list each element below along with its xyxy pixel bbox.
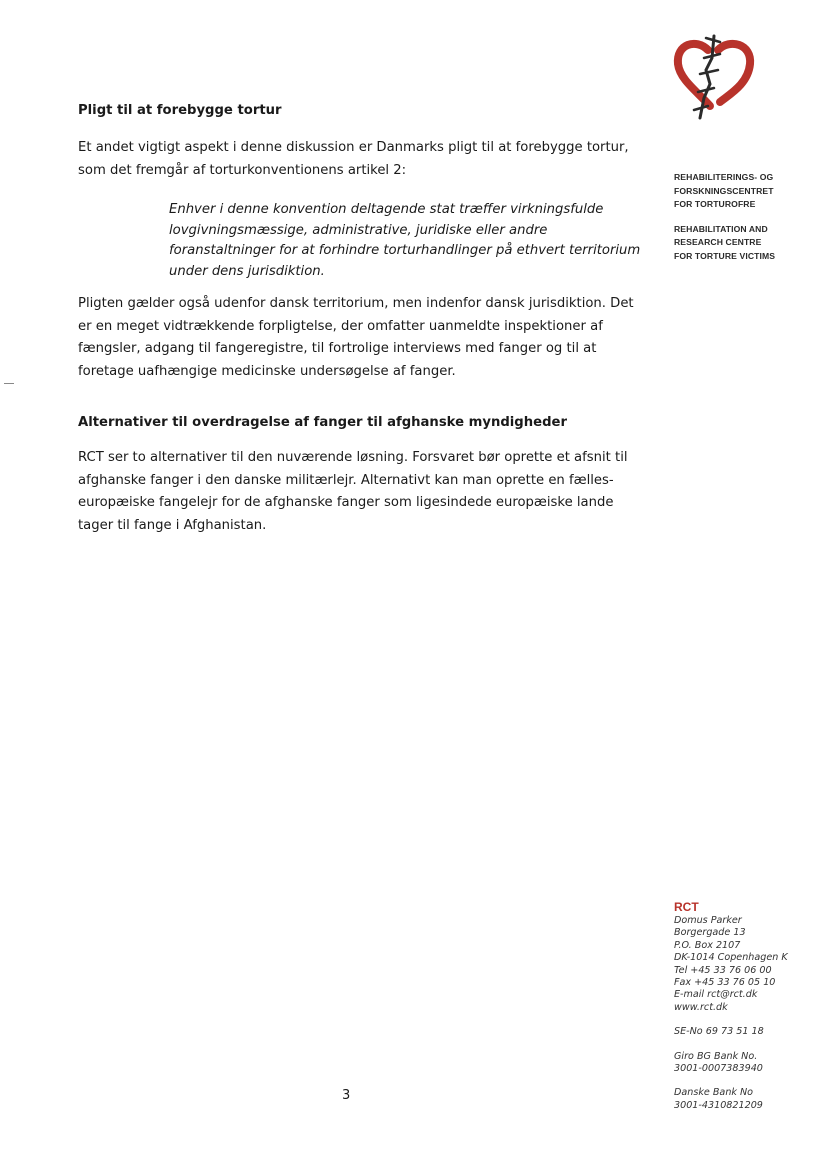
address-line: Borgergade 13 xyxy=(674,927,746,939)
convention-quote: Enhver i denne konvention deltagende stat træffer virkningsfulde lovgivningsmæssige, administrative, juridiske eller andre foranstaltninger for at forhindre torturhandlinger på ethvert territorium under dens jurisdiktion. xyxy=(169,202,641,279)
intro-paragraph: Et andet vigtigt aspekt i denne diskussion er Danmarks pligt til at forebygge tortur, som det fremgår af torturkonventionens artikel 2: xyxy=(78,140,629,178)
section-heading-alternatives: Alternativer til overdragelse af fanger til afghanske myndigheder xyxy=(78,415,567,430)
margin-mark xyxy=(4,383,14,384)
jurisdiction-paragraph: Pligten gælder også udenfor dansk territorium, men indenfor dansk jurisdiktion. Det er en meget vidtrækkende forpligtelse, der omfatter uanmeldte inspektioner af fængsler, adgang til fangeregistre, til fortrolige interviews med fanger og til at foretage uafhængige medicinske undersøgelse af fanger. xyxy=(78,296,634,379)
org-name-danish: REHABILITERINGS- OG FORSKNINGSCENTRET FOR TORTUROFRE xyxy=(674,172,774,209)
fax-line: Fax +45 33 76 05 10 xyxy=(674,977,776,989)
giro-label: Giro BG Bank No. xyxy=(674,1050,758,1062)
danske-label: Danske Bank No xyxy=(674,1087,754,1099)
giro-number: 3001-0007383940 xyxy=(674,1063,763,1075)
website-line: www.rct.dk xyxy=(674,1001,728,1013)
se-number: SE-No 69 73 51 18 xyxy=(674,1026,764,1038)
address-block xyxy=(674,900,814,1112)
email-line: E-mail rct@rct.dk xyxy=(674,989,758,1001)
org-name-english: REHABILITATION AND RESEARCH CENTRE FOR TORTURE VICTIMS xyxy=(674,223,776,261)
page-number: 3 xyxy=(342,1088,351,1103)
rct-label: RCT xyxy=(674,900,699,914)
section-heading-prevention: Pligt til at forebygge tortur xyxy=(78,103,282,118)
alternatives-paragraph: RCT ser to alternativer til den nuværende løsning. Forsvaret bør oprette et afsnit til afghanske fanger i den danske militærlejr. Alternativt kan man oprette en fælles- europæiske fangelejr for de afghanske fanger som ligesindede europæiske lande tager til fange i Afghanistan. xyxy=(78,450,628,533)
organization-name-block xyxy=(674,171,814,274)
address-line: DK-1014 Copenhagen K xyxy=(674,952,788,964)
barbed-wire-heart-logo xyxy=(668,28,758,128)
address-line: P.O. Box 2107 xyxy=(674,939,741,951)
address-line: Domus Parker xyxy=(674,915,742,926)
danske-number: 3001-4310821209 xyxy=(674,1099,763,1111)
phone-line: Tel +45 33 76 06 00 xyxy=(674,964,772,976)
